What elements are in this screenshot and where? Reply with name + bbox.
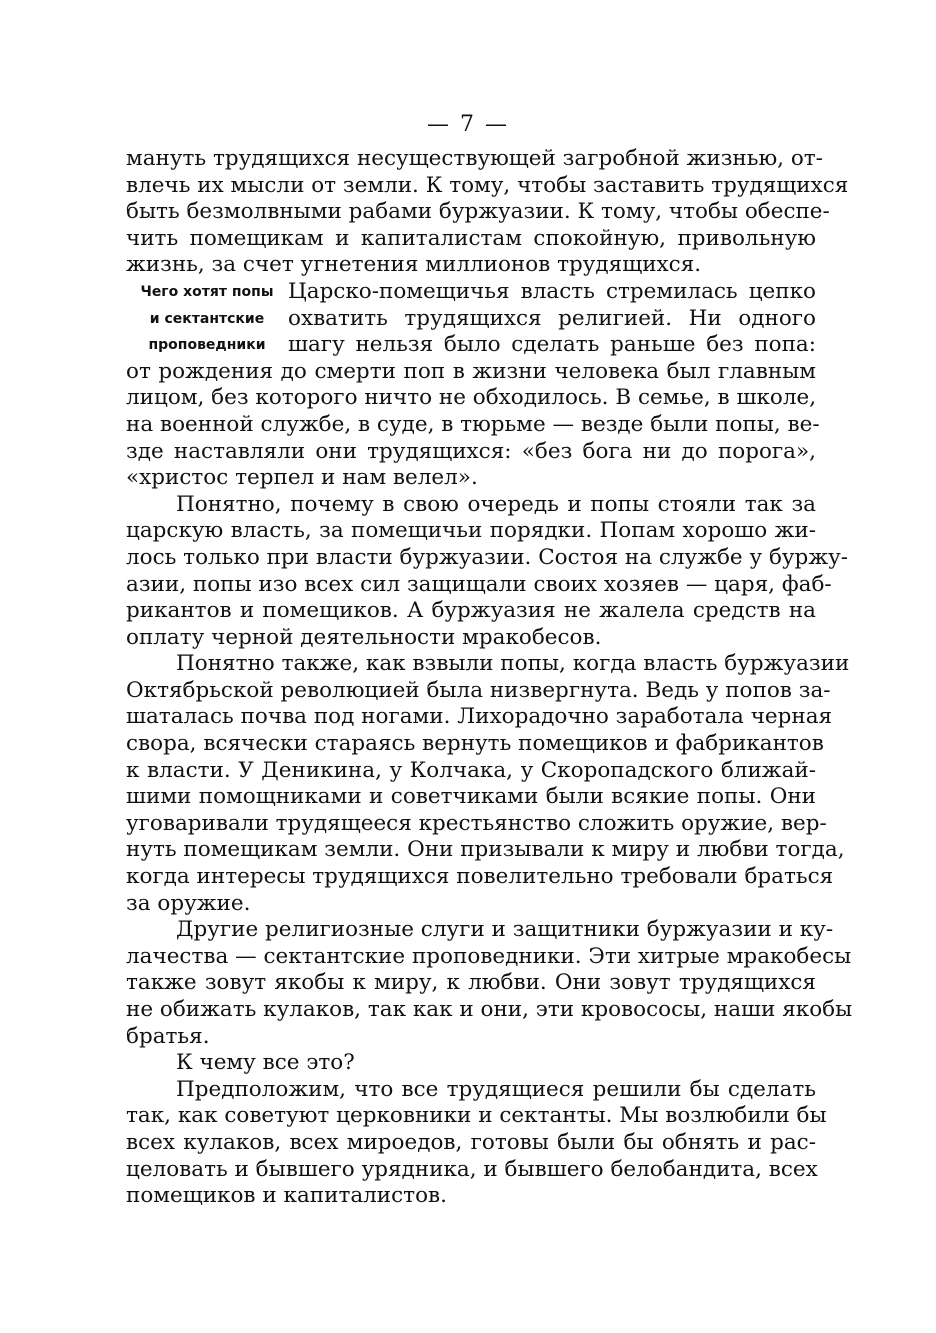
text-line: шаталась почва под ногами. Лихорадочно заработала черная xyxy=(126,704,833,730)
text-line: когда интересы трудящихся повелительно требовали браться xyxy=(126,864,834,890)
text-line: азии, попы изо всех сил защищали своих хозяев — царя, фаб- xyxy=(126,571,832,597)
text-line: быть безмолвными рабами буржуазии. К тому, чтобы обеспе- xyxy=(126,199,830,225)
text-line: к власти. У Деникина, у Колчака, у Скоропадского ближай- xyxy=(126,757,816,783)
margin-note-row xyxy=(126,306,816,333)
text-line: чить помещикам и капиталистам спокойную, привольную xyxy=(126,225,816,251)
text-line: также зовут якобы к миру, к любви. Они зовут трудящихся xyxy=(126,970,816,996)
text-line: влечь их мысли от земли. К тому, чтобы заставить трудящихся xyxy=(126,172,849,198)
text-line: Другие религиозные слуги и защитники буржуазии и ку- xyxy=(176,917,834,943)
text-line: помещиков и капиталистов. xyxy=(126,1183,447,1209)
text-line: от рождения до смерти поп в жизни человека был главным xyxy=(126,358,816,384)
text-line: шими помощниками и советчиками были всякие попы. Они xyxy=(126,784,816,810)
text-line: лицом, без которого ничто не обходилось. В семье, в школе, xyxy=(126,385,817,411)
text-line: за оружие. xyxy=(126,890,251,916)
text-line: жизнь, за счет угнетения миллионов трудящихся. xyxy=(126,252,702,278)
text-line: всех кулаков, всех мироедов, готовы были бы обнять и рас- xyxy=(126,1129,816,1155)
margin-note-line: проповедники xyxy=(148,337,266,354)
text-line: Октябрьской революцией была низвергнута. Ведь у попов за- xyxy=(126,677,831,703)
text-line: охватить трудящихся религией. Ни одного xyxy=(288,305,816,331)
text-line: не обижать кулаков, так как и они, эти кровососы, наши якобы xyxy=(126,997,853,1022)
text-line: так, как советуют церковники и сектанты. Мы возлюбили бы xyxy=(126,1103,827,1129)
text-line: рикантов и помещиков. А буржуазия не жалела средств на xyxy=(126,598,816,624)
text-line: лачества — сектантские проповедники. Эти хитрые мракобесы xyxy=(126,943,852,969)
page-number: — 7 — xyxy=(427,112,509,137)
text-line: зде наставляли они трудящихся: «без бога ни до порога», xyxy=(126,438,816,464)
text-line: шагу нельзя было сделать раньше без попа: xyxy=(288,332,816,358)
text-line: Понятно, почему в свою очередь и попы стояли так за xyxy=(176,491,816,517)
text-line: целовать и бывшего урядника, и бывшего белобандита, всех xyxy=(126,1156,818,1182)
text-line: Царско-помещичья власть стремилась цепко xyxy=(288,278,816,304)
text-line: Предположим, что все трудящиеся решили бы сделать xyxy=(176,1076,816,1102)
text-line: свора, всячески стараясь вернуть помещиков и фабрикантов xyxy=(126,731,824,757)
text-line: оплату черной деятельности мракобесов. xyxy=(126,624,602,650)
text-line: уговаривали трудящееся крестьянство сложить оружие, вер- xyxy=(126,810,827,836)
margin-note-line: и сектантские xyxy=(149,310,265,327)
text-line: братья. xyxy=(126,1023,210,1049)
text-line: мануть трудящихся несуществующей загробной жизнью, от- xyxy=(126,146,823,171)
margin-note-row xyxy=(126,332,816,359)
text-line: К чему все это? xyxy=(176,1050,355,1076)
text-line: на военной службе, в суде, в тюрьме — везде были попы, ве- xyxy=(126,411,820,437)
text-line: «христос терпел и нам велел». xyxy=(126,465,478,491)
text-line: Понятно также, как взвыли попы, когда власть буржуазии xyxy=(176,651,850,677)
text-line: царскую власть, за помещичьи порядки. Попам хорошо жи- xyxy=(126,518,816,544)
text-line: нуть помещикам земли. Они призывали к миру и любви тогда, xyxy=(126,837,845,863)
margin-note-line: Чего хотят попы xyxy=(140,283,274,300)
margin-note-row xyxy=(126,279,816,306)
body-text xyxy=(126,146,853,1210)
text-line: лось только при власти буржуазии. Состоя на службе у буржу- xyxy=(126,544,849,570)
